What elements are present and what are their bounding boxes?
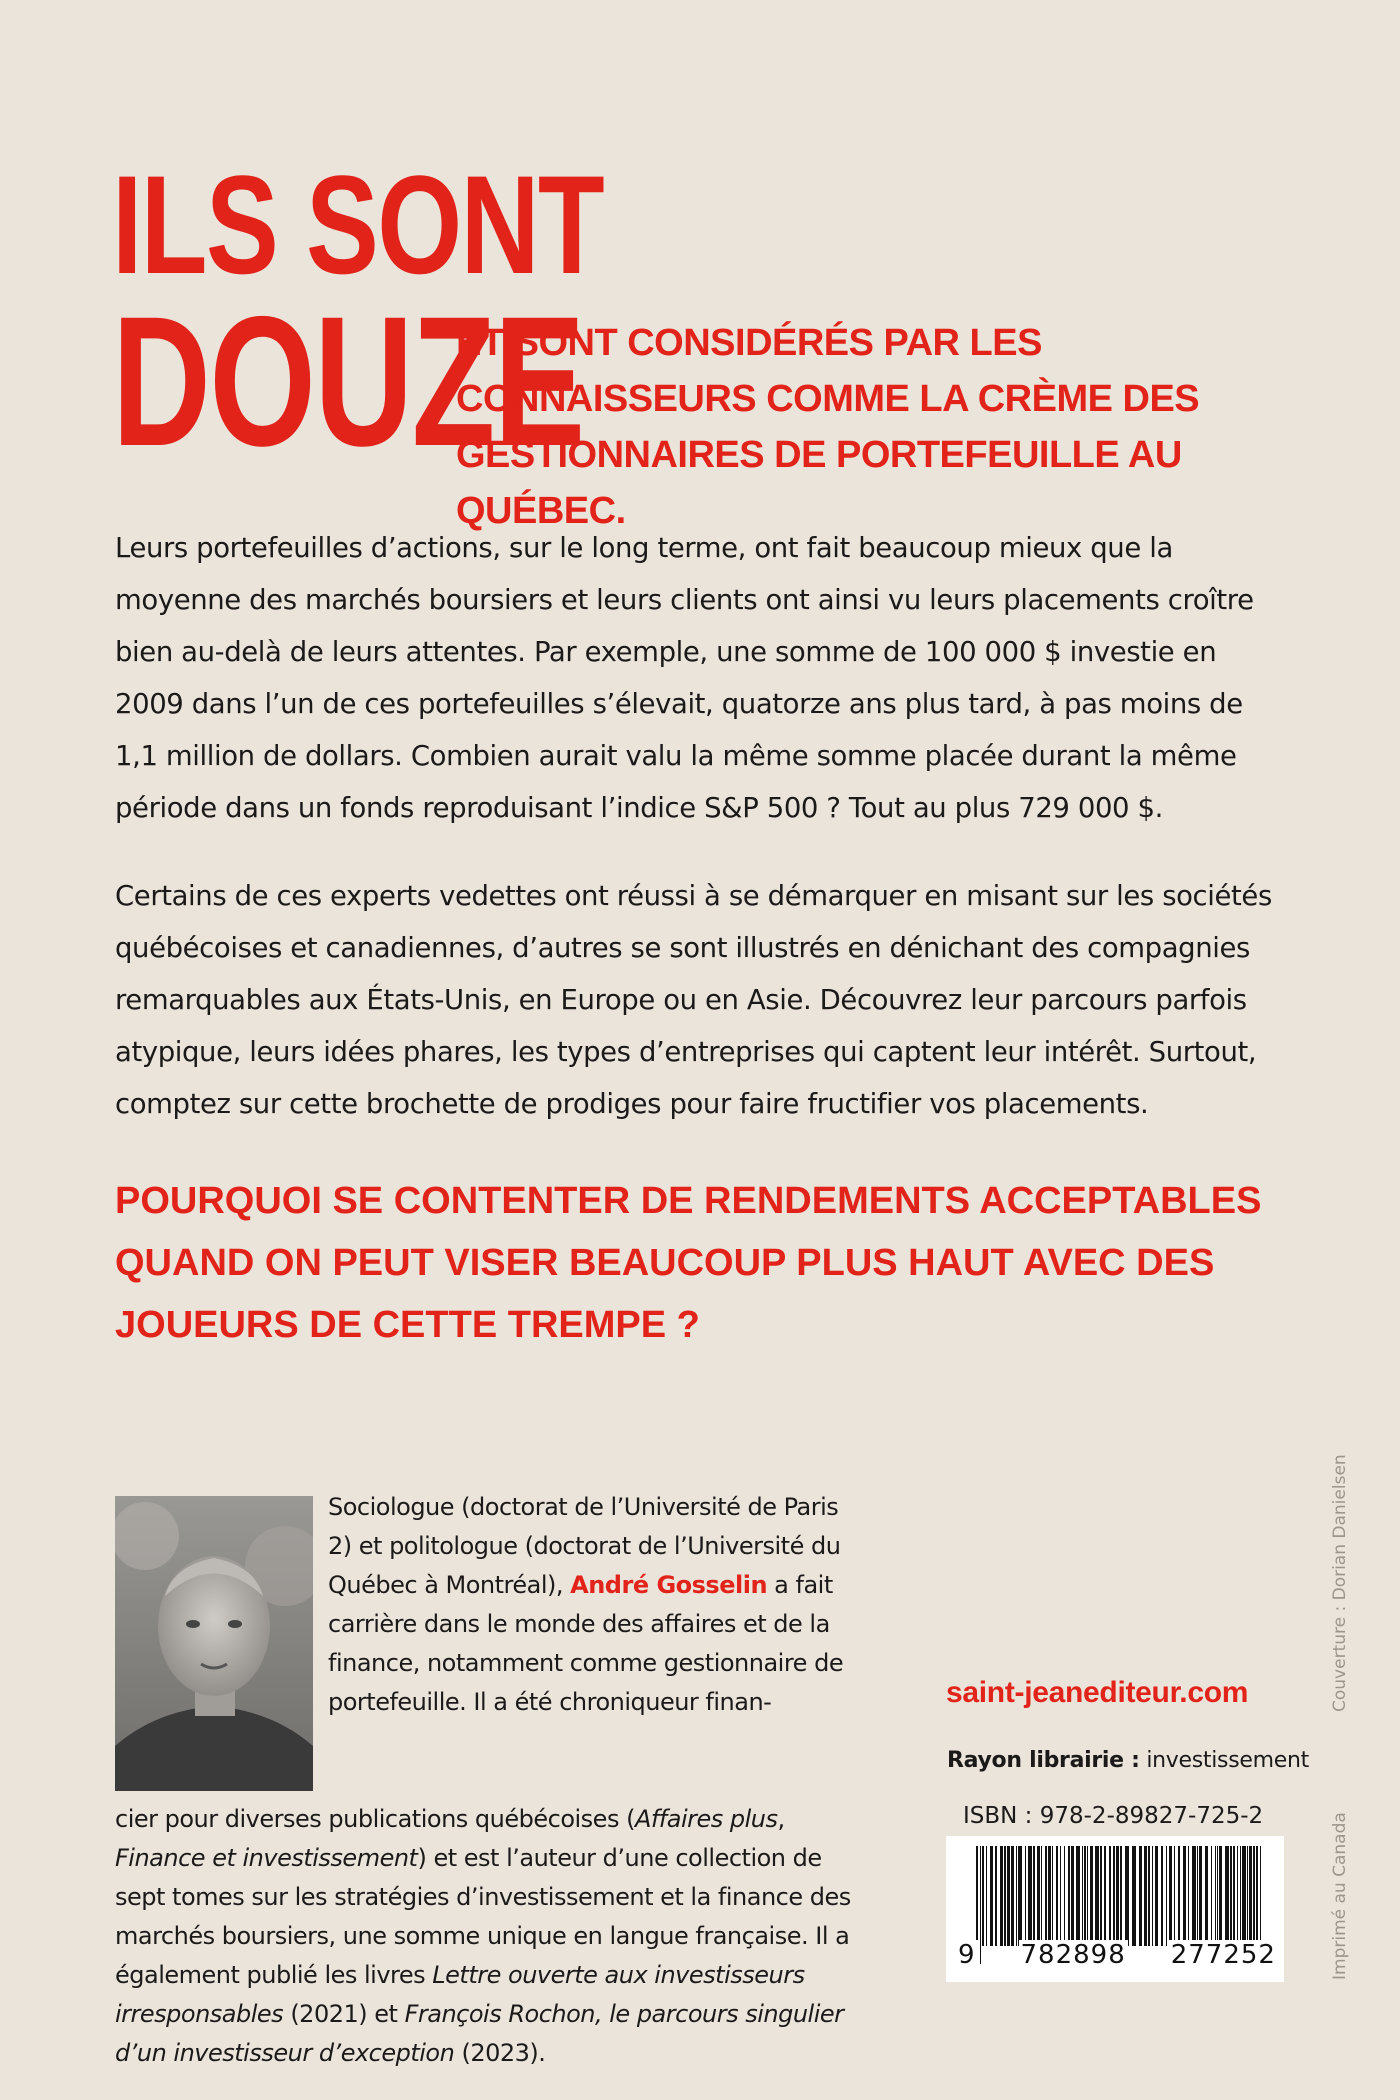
barcode-bar [1242,1846,1246,1946]
barcode-bar [1199,1846,1202,1946]
barcode-bar [1237,1846,1238,1946]
barcode-bar [1183,1846,1186,1946]
author-bio [328,1488,848,1722]
barcode-bar [1188,1846,1189,1946]
barcode-bar [1000,1846,1003,1946]
barcode-bar [1064,1846,1065,1946]
publisher-website[interactable]: saint-jeanediteur.com [946,1676,1249,1709]
barcode-digit-group: 782898 [1020,1940,1126,1970]
bio-text: ) et est l’auteur d’une collection de sept tomes sur les stratégies d’investissement et la finance des marchés boursiers, une somme unique en langue française. Il a également publié les livres [115,1844,851,1989]
bio-text: cier pour diverses publications québécoises ( [115,1805,635,1833]
barcode-bar [1125,1846,1129,1946]
barcode-bar [1082,1846,1083,1946]
rayon-value: investissement [1139,1748,1309,1773]
barcode-bar [1048,1846,1051,1946]
barcode-bar [1161,1846,1163,1946]
barcode-bar [1011,1846,1014,1946]
publication-title: Finance et investissement [115,1844,418,1872]
barcode-bar [1144,1846,1147,1946]
barcode-digit-group: 9 [958,1940,976,1970]
barcode-bar [1116,1846,1119,1946]
paragraph-2: Certains de ces experts vedettes ont réussi à se démarquer en misant sur les sociétés québécoises et canadiennes, d’autres se sont illustrés en dénichant des compagnies remarquables aux États-Unis, en Europe ou en Asie. Découvrez leur parcours parfois atypique, leurs idées phares, les types d’entreprises qui captent leur intérêt. Surtout, comptez sur cette brochette de prodiges pour faire fructifier vos placements. [115,880,1272,1120]
barcode-bar [1084,1846,1086,1946]
isbn-text: ISBN : 978-2-89827-725-2 [963,1803,1264,1829]
barcode-bar [1225,1846,1229,1946]
barcode-digits [956,1940,1278,1970]
barcode-bar [1090,1846,1093,1946]
barcode-bar [1045,1846,1047,1946]
barcode-bar [1056,1846,1058,1946]
printed-in: Imprimé au Canada [1330,1812,1350,1980]
barcode-bar [1148,1846,1150,1946]
barcode-bar [1052,1846,1053,1946]
barcode-bar [982,1846,984,1946]
barcode-bar [1076,1846,1080,1946]
barcode-bar [986,1846,987,1946]
barcode-bar [1230,1846,1232,1946]
barcode-bar [1240,1846,1241,1946]
barcode-bar [1028,1846,1032,1946]
barcode-bar [1152,1846,1153,1946]
barcode-bar [1155,1846,1158,1946]
bio-text: (2021) et [283,2000,405,2028]
barcode-bar [1033,1846,1035,1946]
author-name: André Gosselin [570,1571,768,1599]
cover-credit: Couverture : Dorian Danielsen [1330,1454,1350,1712]
barcode-bar [1087,1846,1088,1946]
barcode-bar [990,1846,993,1946]
barcode-bar [1178,1846,1180,1946]
barcode-bar [1018,1846,1022,1946]
barcode-bar [1169,1846,1172,1946]
barcode-bar [1071,1846,1074,1946]
barcode-bar [1016,1846,1017,1946]
barcode-bar [1104,1846,1106,1946]
barcode-bar [1192,1846,1196,1946]
barcode-bar [1139,1846,1142,1946]
barcode-digit-group: 277252 [1170,1940,1276,1970]
rayon-librairie [947,1748,1309,1773]
bio-text: , [777,1805,785,1833]
barcode-bar [1109,1846,1111,1946]
barcode-bar [1060,1846,1061,1946]
barcode-bar [1095,1846,1099,1946]
rayon-label: Rayon librairie : [947,1748,1140,1773]
tagline: POURQUOI SE CONTENTER DE RENDEMENTS ACCEPTABLES QUAND ON PEUT VISER BEAUCOUP PLUS HAUT AVEC DES JOUEURS DE CETTE TREMPE ? [115,1180,1262,1346]
barcode-bar [1233,1846,1235,1946]
paragraph-1: Leurs portefeuilles d’actions, sur le long terme, ont fait beaucoup mieux que la moyenne des marchés boursiers et leurs clients ont ainsi vu leurs placements croître bien au-delà de leurs attentes. Par exemple, une somme de 100 000 $ investie en 2009 dans l’un de ces portefeuilles s’élevait, quatorze ans plus tard, à pas moins de 1,1 million de dollars. Combien aurait valu la même somme placée durant la même période dans un fonds reproduisant l’indice S&P 500 ? Tout au plus 729 000 $. [115,532,1254,824]
bio-text: Sociologue (doctorat de l’Université de Paris 2) et politologue (doctorat de l’Université du Québec à Montréal), [328,1493,841,1599]
barcode-bar [1113,1846,1115,1946]
barcode-bar [1007,1846,1010,1946]
barcode-bar [1211,1846,1212,1946]
book-title: Lettre ouverte aux investisseurs irresponsables [115,1961,805,2028]
barcode-bar [1256,1846,1258,1946]
barcode-bar [1132,1846,1136,1946]
book-title: François Rochon, le parcours singulier d’un investisseur d’exception [115,2000,844,2067]
barcode-bar [1217,1846,1218,1946]
bio-text: a fait carrière dans le monde des affaires et de la finance, notamment comme gestionnaire de portefeuille. Il a été chroniqueur finan- [328,1571,844,1716]
publication-title: Affaires plus [634,1805,778,1833]
author-portrait-image [115,1496,313,1791]
title-line-2: DOUZE [112,279,584,485]
subtitle: ET SONT CONSIDÉRÉS PAR LES CONNAISSEURS COMME LA CRÈME DES GESTIONNAIRES DE PORTEFEUILLE AU QUÉBEC. [456,322,1200,532]
barcode-bar [1205,1846,1208,1946]
barcode-bar [1166,1846,1167,1946]
barcode-bar [1253,1846,1255,1946]
barcode-bar [1100,1846,1102,1946]
author-photo [115,1496,313,1791]
barcode-bar [1174,1846,1175,1946]
barcode-bar [1025,1846,1026,1946]
barcode-bar [1247,1846,1248,1946]
barcode-bar [1004,1846,1006,1946]
barcode-bar [1068,1846,1070,1946]
author-bio-continued [115,1800,875,2073]
barcode [946,1836,1284,1982]
barcode-bar [995,1846,997,1946]
barcode-bar [1219,1846,1222,1946]
bio-text: (2023). [454,2039,546,2067]
barcode-bar [1197,1846,1198,1946]
barcode-bar [1215,1846,1216,1946]
title-line-1: ILS SONT [112,146,604,303]
barcode-bar [1037,1846,1040,1946]
barcode-bar [1249,1846,1252,1946]
barcode-bar [1041,1846,1042,1946]
